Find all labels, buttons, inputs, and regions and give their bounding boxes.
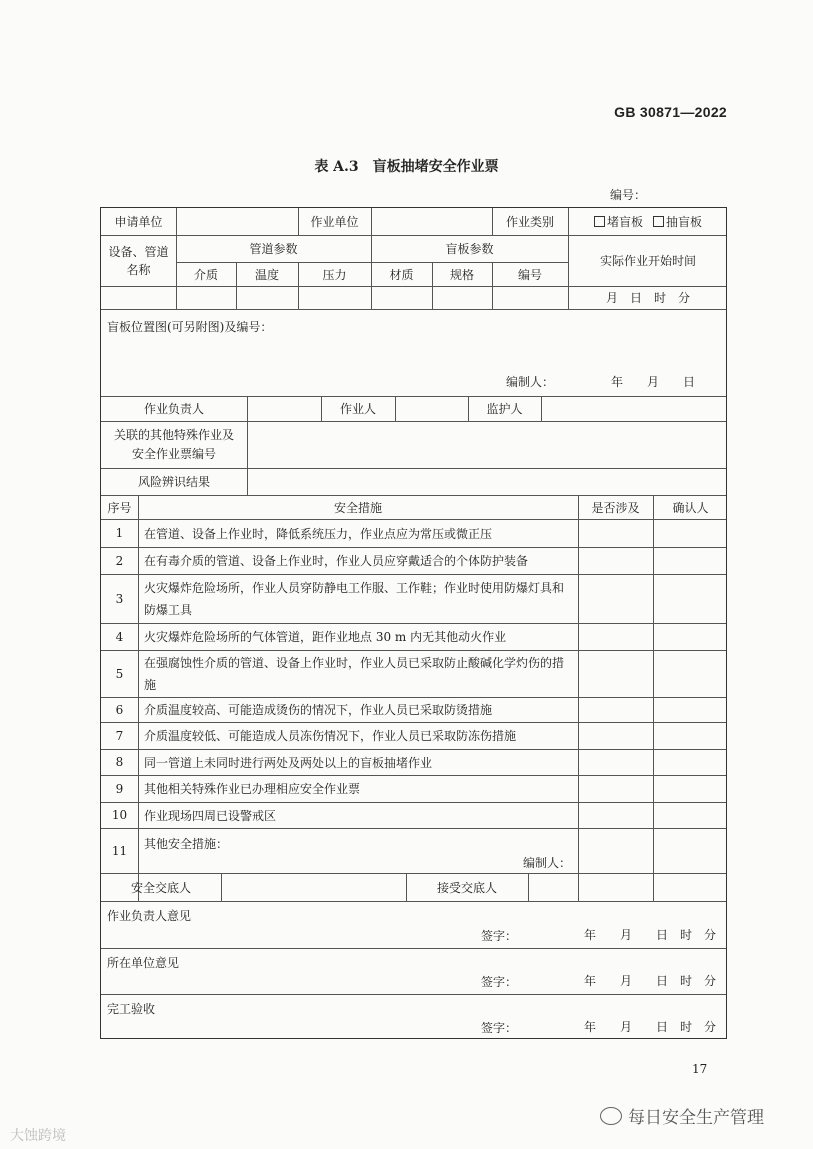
- serial-label: 编号：: [610, 188, 647, 202]
- blind-params-label: 盲板参数: [445, 242, 494, 256]
- start-time-units: 月 日 时 分: [605, 291, 690, 305]
- page-number: 17: [692, 1062, 708, 1076]
- measure-no: 8: [115, 755, 124, 769]
- measure-text: 在有毒介质的管道、设备上作业时，作业人员应穿戴适合的个体防护装备: [144, 554, 529, 568]
- handover-giver-label: 安全交底人: [130, 880, 191, 895]
- measure-no: 7: [115, 728, 124, 743]
- measure-text: 在管道、设备上作业时，降低系统压力，作业点应为常压或微正压: [144, 526, 493, 541]
- work-ticket-table: [100, 207, 727, 1039]
- unit-opinion-label: 所在单位意见: [107, 956, 180, 970]
- number-label: 编号: [517, 267, 542, 282]
- form-title: 表 A.3 盲板抽堵安全作业票: [314, 159, 499, 175]
- work-unit-label: 作业单位: [310, 215, 359, 229]
- measure-text: 同一管道上未同时进行两处及两处以上的盲板抽堵作业: [144, 755, 433, 770]
- col-no: 序号: [107, 500, 132, 515]
- remove-blind-checkbox[interactable]: 抽盲板: [653, 213, 702, 230]
- measure-no: 3: [115, 591, 124, 606]
- location-label: 盲板位置图(可另附图)及编号：: [107, 320, 273, 334]
- measure-text: 其他相关特殊作业已办理相应安全作业票: [144, 782, 361, 796]
- sign-date: 年 月 日 时 分: [584, 928, 717, 942]
- worker-label: 作业人: [339, 402, 376, 416]
- work-category-options: [568, 208, 728, 235]
- measure-text: 火灾爆炸危险场所的气体管道，距作业地点 30 m 内无其他动火作业: [144, 630, 507, 644]
- standard-number: GB 30871—2022: [614, 104, 727, 120]
- guardian-label: 监护人: [486, 402, 523, 416]
- sign-label: 签字：: [481, 1021, 518, 1035]
- pipe-params-label: 管道参数: [249, 242, 298, 256]
- measure-no: 2: [115, 553, 124, 568]
- measures-preparer-label: 编制人：: [523, 856, 572, 870]
- measure-no: 6: [115, 702, 124, 717]
- measure-text: 介质温度较高、可能造成烫伤的情况下，作业人员已采取防烫措施: [144, 703, 493, 717]
- actual-start-label: 实际作业开始时间: [599, 254, 696, 268]
- measure-no: 10: [111, 808, 128, 822]
- measure-text: 在强腐蚀性介质的管道、设备上作业时，作业人员已采取防止酸碱化学灼伤的措施: [144, 655, 565, 692]
- measure-text: 其他安全措施：: [144, 837, 229, 851]
- watermark-right: [600, 1103, 764, 1128]
- measure-no: 9: [115, 781, 124, 796]
- measure-no: 4: [115, 629, 124, 644]
- sign-label: 签字：: [481, 929, 518, 943]
- sign-label: 签字：: [481, 975, 518, 989]
- handover-receiver-label: 接受交底人: [436, 880, 497, 895]
- measure-no: 11: [111, 843, 128, 858]
- measure-no: 5: [115, 666, 124, 681]
- measure-text: 作业现场四周已设警戒区: [144, 808, 277, 823]
- spec-label: 规格: [449, 267, 474, 282]
- material-label: 材质: [389, 267, 414, 282]
- measure-no: 1: [115, 526, 124, 540]
- temperature-label: 温度: [254, 267, 279, 282]
- pressure-label: 压力: [322, 267, 347, 282]
- watermark-left: 大蚀跨境: [10, 1127, 66, 1143]
- sign-date: 年 月 日 时 分: [584, 974, 717, 988]
- leader-label: 作业负责人: [143, 402, 204, 416]
- location-date: 年 月 日: [611, 375, 696, 389]
- col-involved: 是否涉及: [591, 500, 640, 515]
- leader-opinion-label: 作业负责人意见: [107, 909, 192, 923]
- col-measure: 安全措施: [333, 500, 382, 515]
- risk-label: 风险辨识结果: [137, 475, 210, 489]
- measure-text: 火灾爆炸危险场所，作业人员穿防静电工作服、工作鞋；作业时使用防爆灯具和防爆工具: [144, 580, 565, 617]
- related-ticket-label: 关联的其他特殊作业及安全作业票编号: [113, 427, 234, 461]
- work-category-label: 作业类别: [505, 215, 554, 229]
- sign-date: 年 月 日 时 分: [584, 1020, 717, 1034]
- measure-text: 介质温度较低、可能造成人员冻伤情况下，作业人员已采取防冻伤措施: [144, 729, 517, 743]
- col-confirmer: 确认人: [672, 500, 709, 515]
- location-preparer-label: 编制人：: [506, 375, 555, 389]
- completion-label: 完工验收: [107, 1002, 156, 1016]
- equipment-pipe-name-label: 设备、管道名称: [108, 244, 169, 277]
- applicant-unit-label: 申请单位: [114, 215, 163, 229]
- wechat-icon: [600, 1107, 622, 1125]
- medium-label: 介质: [193, 267, 218, 282]
- block-blind-checkbox[interactable]: 堵盲板: [594, 213, 643, 230]
- watermark-right-text: 每日安全生产管理: [628, 1108, 764, 1127]
